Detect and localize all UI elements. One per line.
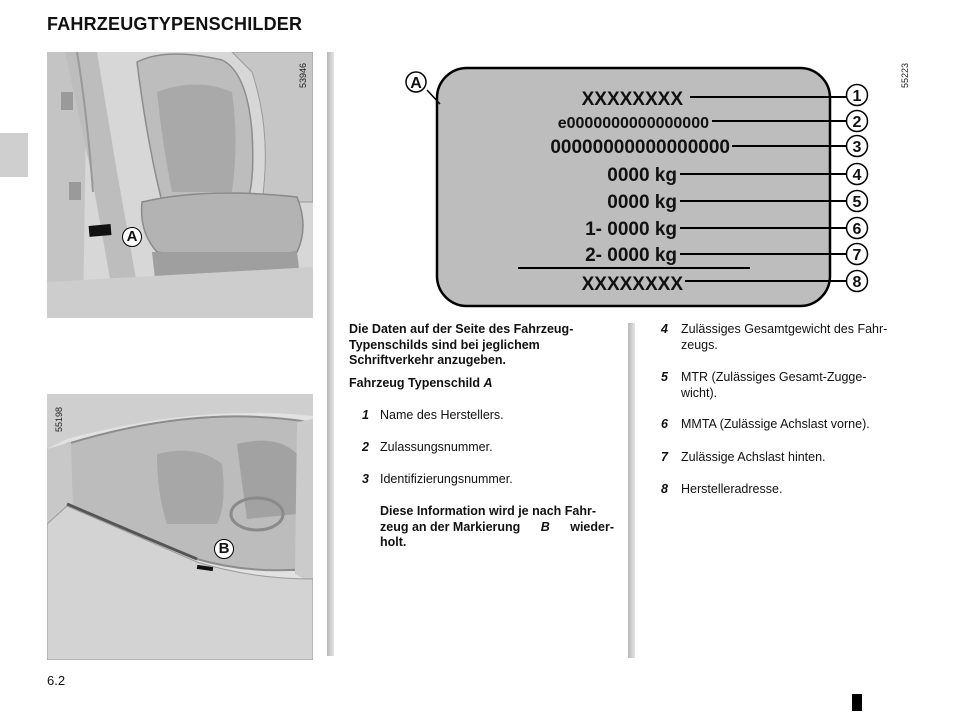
item-text-2: Zulassungsnummer. — [380, 440, 493, 454]
item-text-7: Zulässige Achslast hinten. — [681, 450, 826, 464]
plate-label-a: A — [410, 75, 422, 92]
image-code-plate: 55223 — [900, 62, 910, 88]
callout-3: 3 — [852, 139, 862, 156]
item-number-8: 8 — [661, 482, 668, 496]
callout-4: 4 — [852, 167, 862, 184]
chapter-tab — [0, 133, 28, 177]
type-plate-diagram — [400, 62, 880, 312]
item-text-3: Identifizierungsnummer. — [380, 472, 513, 486]
item-text-4: Zulässiges Gesamtgewicht des Fahr- zeugs. — [681, 322, 888, 352]
subheading: Fahrzeug Typenschild A — [349, 376, 493, 390]
repeat-note: Diese Information wird je nach Fahr- zeug an der Markierung B wieder- holt. — [380, 504, 614, 549]
callout-8: 8 — [852, 274, 862, 291]
plate-line-5: 0000 kg — [607, 192, 677, 213]
page-number: 6.2 — [47, 673, 66, 688]
item-number-5: 5 — [661, 370, 668, 384]
page-title: FAHRZEUGTYPENSCHILDER — [47, 14, 303, 34]
item-text-1: Name des Herstellers. — [380, 408, 504, 422]
image-code-seat: 53946 — [298, 62, 308, 88]
windshield-illustration — [47, 394, 313, 660]
column-separator-left — [327, 52, 334, 656]
item-text-8: Herstelleradresse. — [681, 482, 783, 496]
image-code-windshield: 55198 — [54, 406, 64, 432]
plate-line-3: 00000000000000000 — [550, 137, 730, 158]
callout-1: 1 — [852, 88, 862, 105]
item-number-6: 6 — [661, 417, 668, 431]
item-number-2: 2 — [362, 440, 369, 454]
plate-line-6: 1- 0000 kg — [585, 219, 677, 240]
item-number-7: 7 — [661, 450, 668, 464]
callout-2: 2 — [852, 114, 862, 131]
marker-b: B — [214, 539, 234, 559]
intro-text: Die Daten auf der Seite des Fahrzeug- Typenschilds sind bei jeglichem Schriftverkehr anzugeben. — [349, 322, 574, 367]
item-text-5: MTR (Zulässiges Gesamt-Zugge- wicht). — [681, 370, 867, 400]
plate-line-2: e0000000000000000 — [557, 115, 709, 132]
plate-line-1: XXXXXXXX — [581, 89, 683, 110]
callout-6: 6 — [852, 221, 862, 238]
page-corner-mark — [852, 694, 862, 711]
item-number-3: 3 — [362, 472, 369, 486]
windshield-photo — [47, 394, 313, 660]
item-text-6: MMTA (Zulässige Achslast vorne). — [681, 417, 870, 431]
item-number-4: 4 — [661, 322, 668, 336]
column-separator-right — [628, 323, 635, 658]
seat-door-illustration — [47, 52, 313, 318]
callout-5: 5 — [852, 194, 862, 211]
seat-door-photo — [47, 52, 313, 318]
plate-line-7: 2- 0000 kg — [585, 245, 677, 266]
marker-a: A — [122, 227, 142, 247]
plate-line-4: 0000 kg — [607, 165, 677, 186]
plate-line-8: XXXXXXXX — [581, 274, 683, 295]
callout-7: 7 — [852, 247, 862, 264]
item-number-1: 1 — [362, 408, 369, 422]
